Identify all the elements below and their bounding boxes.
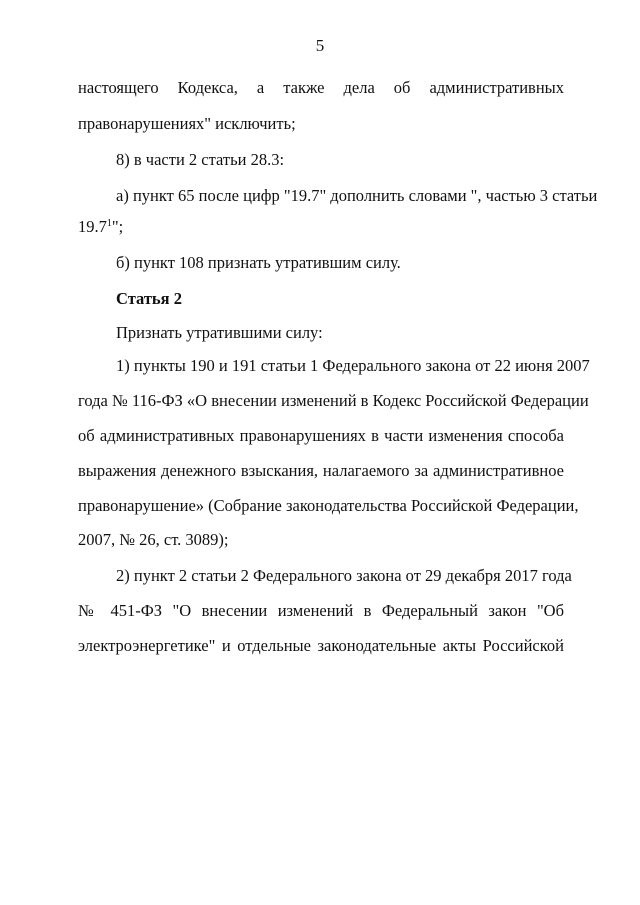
text-fragment: "; (111, 217, 124, 236)
text-line (78, 217, 564, 237)
text-line: настоящего Кодекса, а также дела об административных (78, 78, 564, 97)
text-line: б) пункт 108 признать утратившим силу. (116, 253, 401, 272)
text-line: а) пункт 65 после цифр "19.7" дополнить словами ", частью 3 статьи (116, 186, 598, 205)
text-line: года № 116-ФЗ «О внесении изменений в Кодекс Российской Федерации (78, 391, 589, 410)
article-heading: Статья 2 (116, 289, 182, 308)
text-line: 8) в части 2 статьи 28.3: (116, 150, 285, 169)
text-line: электроэнергетике" и отдельные законодательные акты Российской (78, 636, 564, 655)
superscript: 1 (106, 218, 112, 229)
text-line: правонарушение» (Собрание законодательства Российской Федерации, (78, 496, 579, 515)
text-line: 2) пункт 2 статьи 2 Федерального закона от 29 декабря 2017 года (116, 566, 572, 585)
page-number: 5 (315, 36, 325, 55)
text-line: Признать утратившими силу: (116, 323, 323, 342)
text-line: выражения денежного взыскания, налагаемого за административное (78, 461, 564, 480)
text-line: № 451-ФЗ "О внесении изменений в Федеральный закон "Об (78, 601, 564, 620)
text-line: об административных правонарушениях в части изменения способа (78, 426, 564, 445)
text-line: правонарушениях" исключить; (78, 114, 296, 133)
text-line: 2007, № 26, ст. 3089); (78, 530, 229, 549)
text-fragment: 19.7 (78, 217, 107, 236)
text-line: 1) пункты 190 и 191 статьи 1 Федерального закона от 22 июня 2007 (116, 356, 590, 375)
